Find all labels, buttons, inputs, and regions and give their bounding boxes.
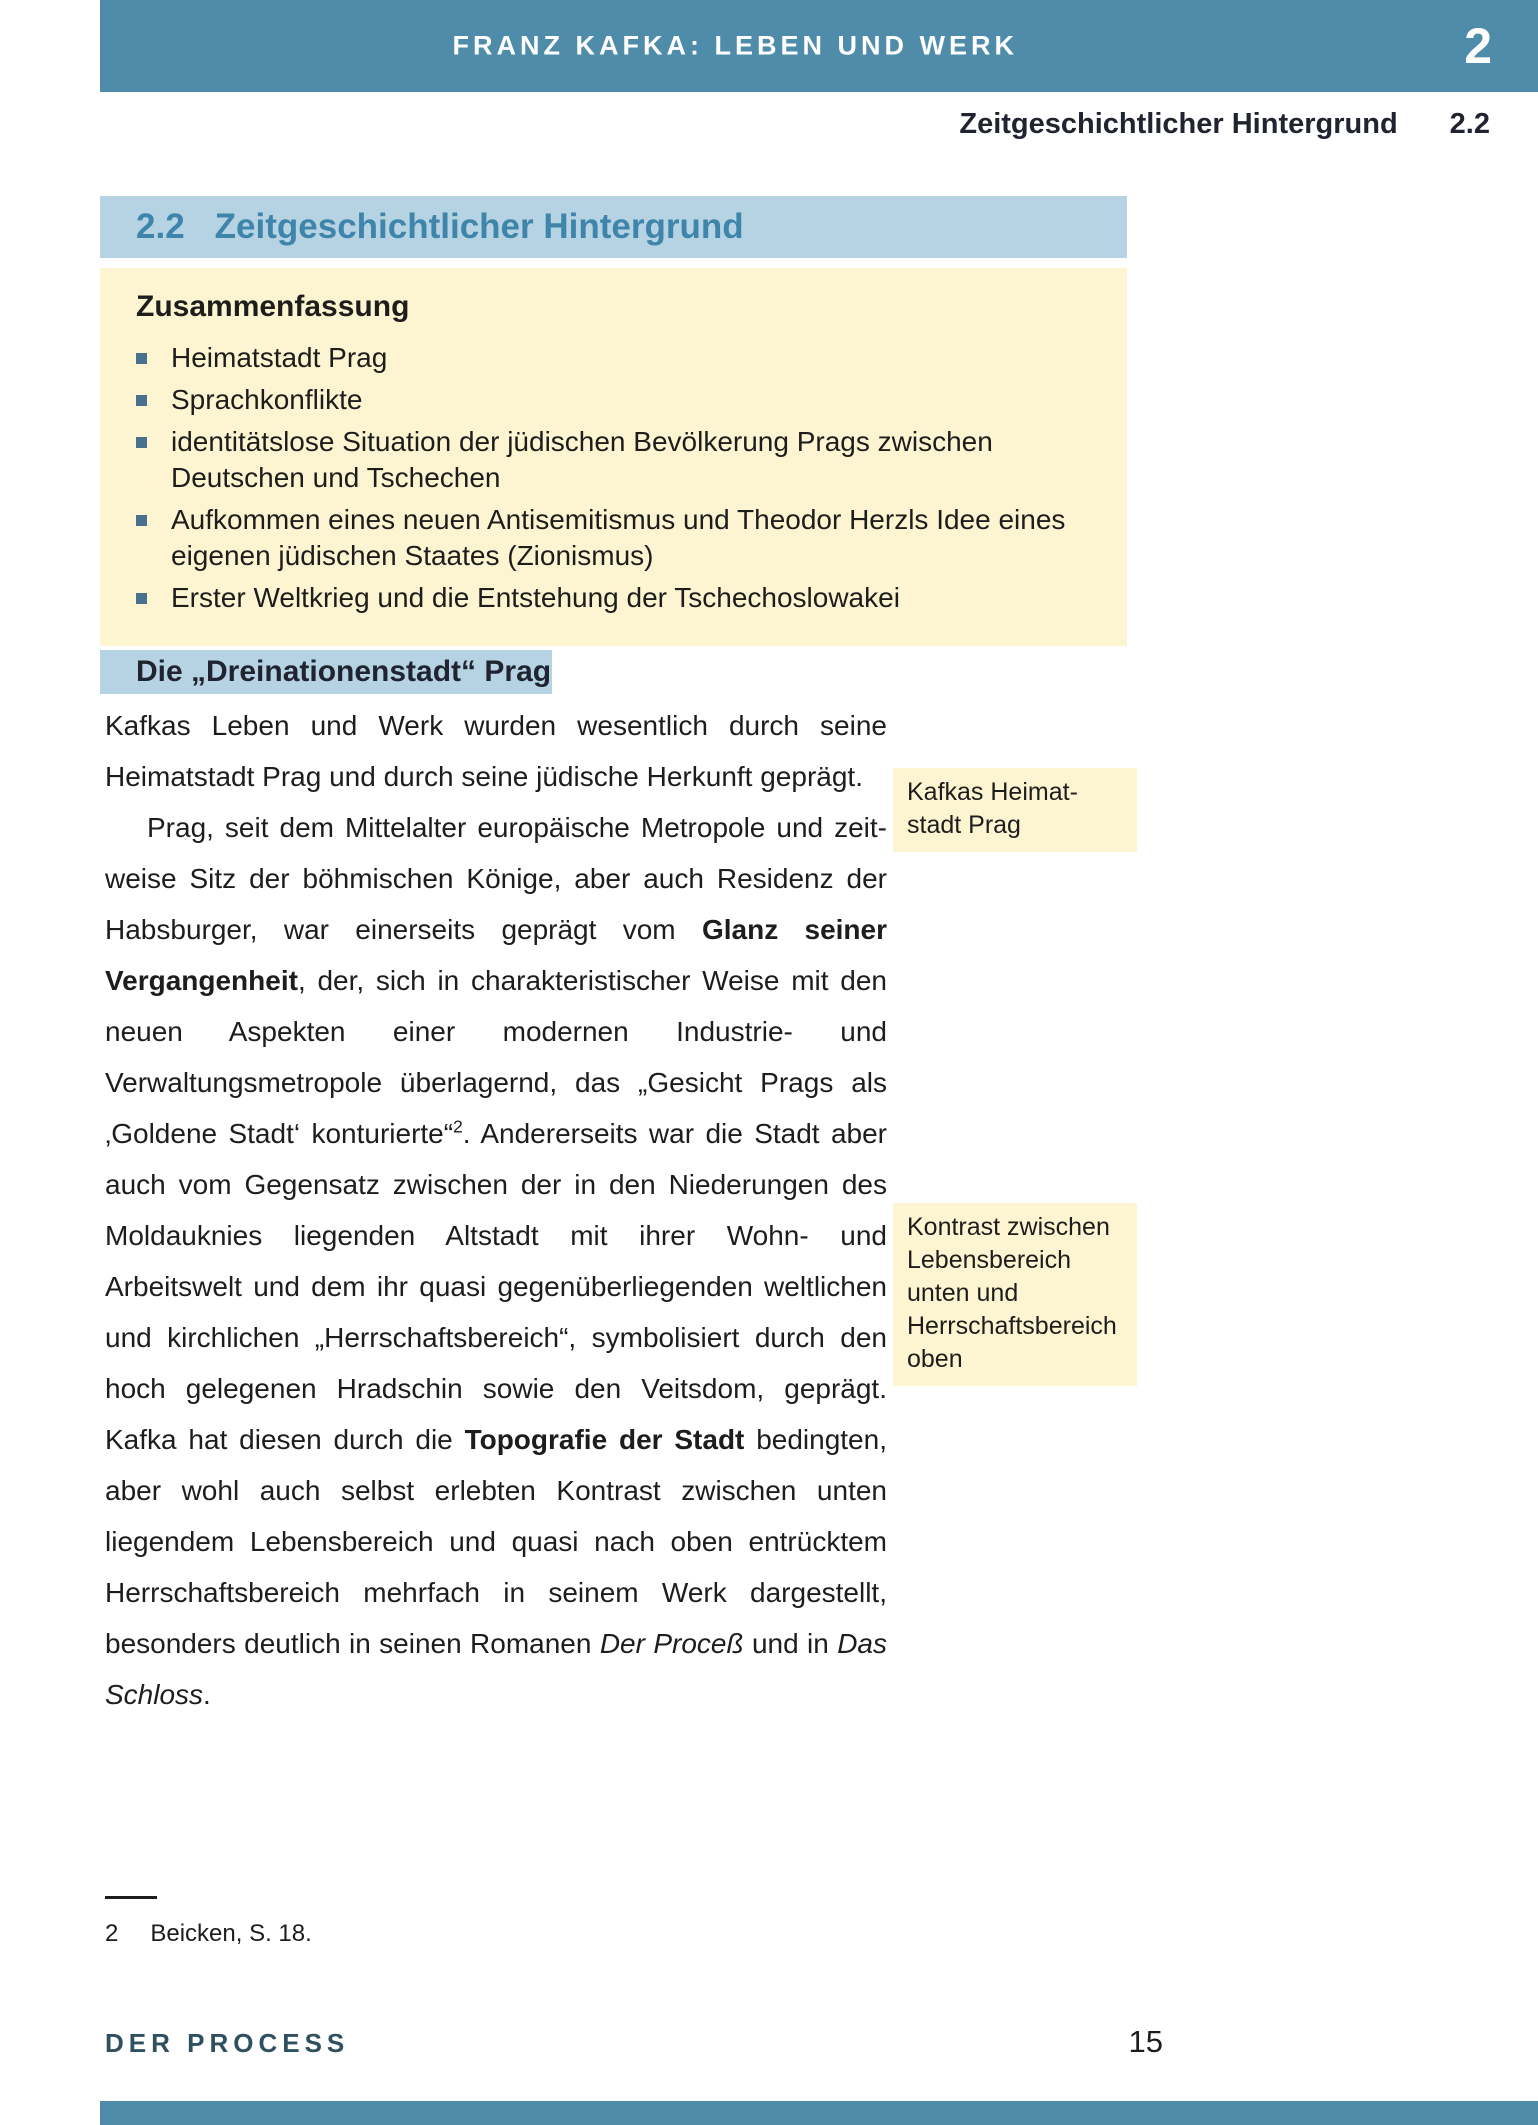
summary-list	[136, 340, 1091, 616]
summary-item-text: Heimatstadt Prag	[171, 342, 388, 373]
book-title: DER PROCESS	[105, 2028, 350, 2058]
footnote	[105, 1920, 312, 1948]
chapter-number: 2	[1464, 18, 1492, 74]
bottom-accent-bar	[100, 2101, 1538, 2125]
margin-note: Kafkas Heimatstadt Prag	[893, 768, 1137, 852]
square-bullet-icon	[136, 593, 147, 604]
summary-item	[136, 340, 1091, 376]
summary-item-text: Aufkommen eines neuen Antisemitismus und Theodor Herzls Idee eines eigenen jüdischen Staates (Zionismus)	[171, 504, 1066, 571]
breadcrumb-title: Zeitgeschichtlicher Hintergrund	[959, 108, 1398, 140]
chapter-header-bar	[100, 0, 1538, 92]
page-number: 15	[1128, 2024, 1163, 2059]
chapter-title: FRANZ KAFKA: LEBEN UND WERK	[452, 30, 1018, 61]
body-text-column	[105, 700, 887, 1720]
summary-item	[136, 424, 1091, 496]
summary-title: Zusammenfassung	[136, 290, 410, 323]
margin-note: Kontrast zwischen Lebensbereich unten und Herrschaftsbereich oben	[893, 1203, 1137, 1386]
summary-item	[136, 382, 1091, 418]
paragraph: Kafkas Leben und Werk wurden wesentlich durch seine Heimatstadt Prag und durch seine jüdische Herkunft geprägt.	[105, 710, 887, 792]
breadcrumb-number: 2.2	[1449, 108, 1490, 140]
section-heading-bar	[100, 196, 1127, 258]
subheading-text: Die „Dreinationenstadt“ Prag	[136, 655, 552, 688]
summary-item	[136, 580, 1091, 616]
subheading-bar	[100, 650, 552, 694]
summary-box	[100, 268, 1127, 646]
page-footer	[105, 2024, 1163, 2060]
square-bullet-icon	[136, 395, 147, 406]
footnote-text: Beicken, S. 18.	[150, 1920, 312, 1947]
footnote-number: 2	[105, 1920, 119, 1947]
summary-item	[136, 502, 1091, 574]
breadcrumb	[959, 108, 1490, 141]
summary-item-text: identitätslose Situation der jüdischen Bevölkerung Prags zwischen Deutschen und Tschechen	[171, 426, 993, 493]
section-title: Zeitgeschichtlicher Hintergrund	[214, 207, 744, 246]
square-bullet-icon	[136, 353, 147, 364]
summary-item-text: Erster Weltkrieg und die Entstehung der Tschechoslowakei	[171, 582, 900, 613]
section-number: 2.2	[136, 207, 185, 246]
square-bullet-icon	[136, 437, 147, 448]
summary-item-text: Sprachkonflikte	[171, 384, 363, 415]
square-bullet-icon	[136, 515, 147, 526]
paragraph: Prag, seit dem Mittelalter europäische Metropole und zeitweise Sitz der böhmischen Könige, aber auch Residenz der Habsburger, war einerseits geprägt vom Glanz seiner Vergangenheit, der, sich in charakteristischer Weise mit den neuen Aspekten einer modernen Industrie- und Verwaltungsmetropole überlagernd, das „Gesicht Prags als ‚Goldene Stadt‘ konturierte“$^2$. Andererseits war die Stadt aber auch vom Gegensatz zwischen der in den Niederungen des Moldauknies liegenden Altstadt mit ihrer Wohn- und Arbeitswelt und dem ihr quasi gegenüberliegenden weltlichen und kirchlichen „Herrschaftsbereich“, symbolisiert durch den hoch gelegenen Hradschin sowie den Veitsdom, geprägt. Kafka hat diesen durch die Topografie der Stadt bedingten, aber wohl auch selbst erlebten Kontrast zwischen unten liegendem Lebensbereich und quasi nach oben entrücktem Herrschaftsbereich mehrfach in seinem Werk dargestellt, besonders deutlich in seinen Romanen Der Proceß und in Das Schloss.	[105, 812, 888, 1710]
footnote-rule	[105, 1896, 157, 1899]
